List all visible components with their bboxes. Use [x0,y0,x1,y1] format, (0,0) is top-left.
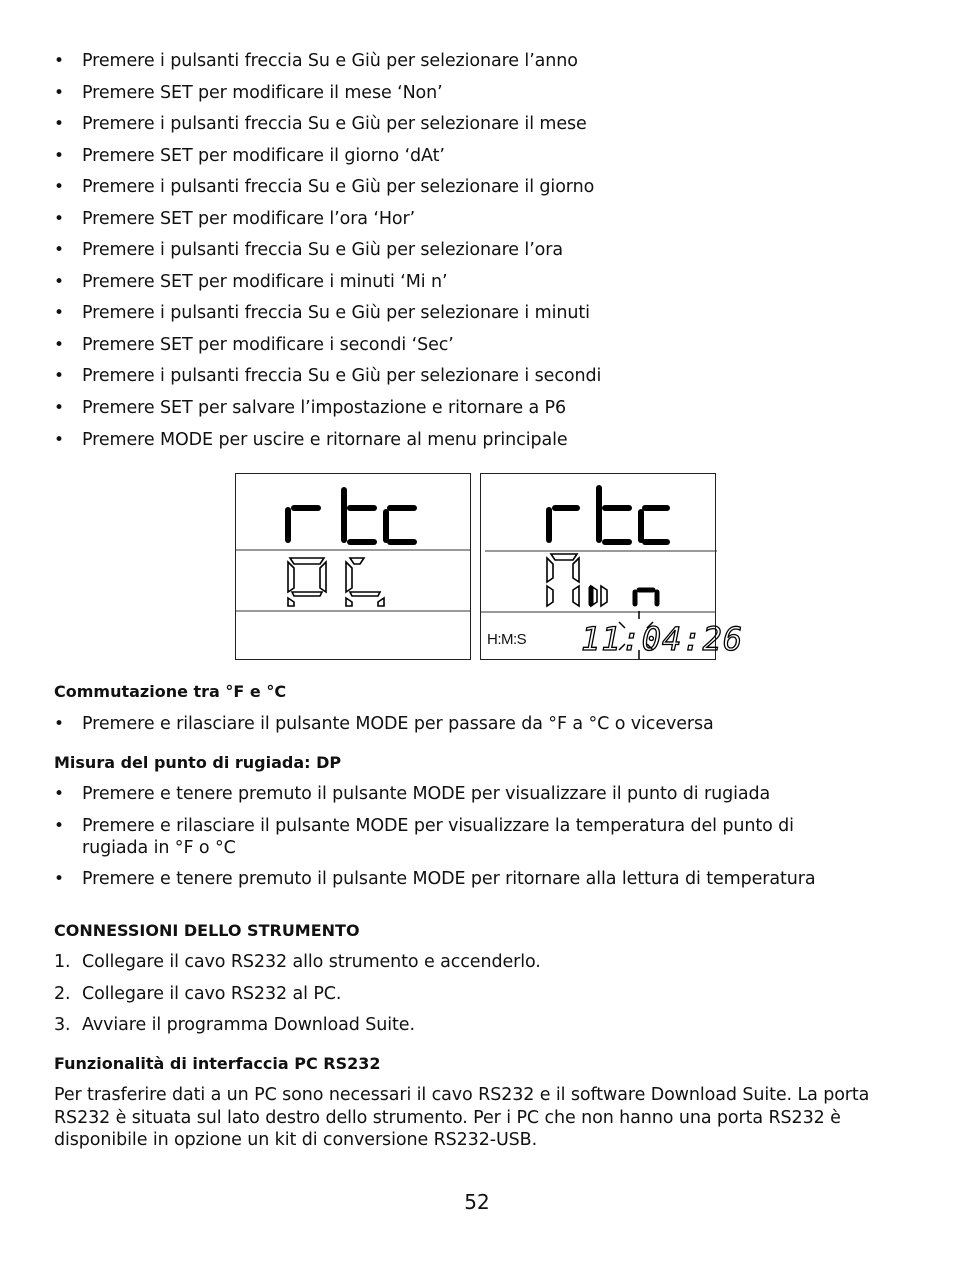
bullet-marker: • [54,303,65,323]
lcd-time-readout: 11:04:26 [581,620,744,658]
step-text: Collegare il cavo RS232 allo strumento e accenderlo. [82,952,541,972]
bullet-marker: • [54,209,65,229]
list-item: Premere i pulsanti freccia Su e Giù per selezionare i secondi [82,366,602,386]
list-item: Premere i pulsanti freccia Su e Giù per selezionare l’anno [82,51,578,71]
list-item: Premere SET per salvare l’impostazione e ritornare a P6 [82,398,567,418]
list-item: Premere i pulsanti freccia Su e Giù per selezionare l’ora [82,240,563,260]
lcd-display-left [235,473,471,660]
section-heading-connections: CONNESSIONI DELLO STRUMENTO [54,921,360,940]
bullet-marker: • [54,51,65,71]
bullet-marker: • [54,335,65,355]
bullet-marker: • [54,784,65,804]
list-item: Premere SET per modificare il mese ‘Non’ [82,83,443,103]
list-item: Premere i pulsanti freccia Su e Giù per selezionare il giorno [82,177,595,197]
lcd-left-graphic [236,474,470,659]
list-item: Premere MODE per uscire e ritornare al menu principale [82,430,568,450]
bullet-marker: • [54,869,65,889]
step-number: 1. [54,952,71,972]
step-number: 3. [54,1015,71,1035]
list-item: Premere e tenere premuto il pulsante MODE per visualizzare il punto di rugiada [82,784,771,804]
step-text: Avviare il programma Download Suite. [82,1015,415,1035]
list-item: Premere e tenere premuto il pulsante MODE per ritornare alla lettura di temperatura [82,869,816,889]
list-item: Premere SET per modificare il giorno ‘dAt’ [82,146,445,166]
bullet-marker: • [54,272,65,292]
interface-paragraph: Per trasferire dati a un PC sono necessari il cavo RS232 e il software Download Suite. La porta RS232 è situata sul lato destro dello strumento. Per i PC che non hanno una porta RS232 è disponibile in opzione un kit di conversione RS232-USB. [54,1085,870,1150]
list-item: Premere i pulsanti freccia Su e Giù per selezionare i minuti [82,303,590,323]
list-item-continuation: rugiada in °F o °C [82,838,236,858]
section-heading-dewpoint: Misura del punto di rugiada: DP [54,753,342,772]
section-heading-interface: Funzionalità di interfaccia PC RS232 [54,1054,381,1073]
step-number: 2. [54,984,71,1004]
list-item: Premere e rilasciare il pulsante MODE per visualizzare la temperatura del punto di [82,816,794,836]
list-item: Premere SET per modificare i minuti ‘Mi n’ [82,272,448,292]
bullet-marker: • [54,816,65,836]
bullet-marker: • [54,146,65,166]
bullet-marker: • [54,114,65,134]
bullet-marker: • [54,240,65,260]
bullet-marker: • [54,366,65,386]
bullet-marker: • [54,177,65,197]
page-number: 52 [464,1190,490,1214]
bullet-marker: • [54,430,65,450]
bullet-marker: • [54,83,65,103]
hms-label: H:M:S [487,631,527,648]
list-item: Premere SET per modificare l’ora ‘Hor’ [82,209,416,229]
lcd-display-right [480,473,744,660]
section-heading-switch: Commutazione tra °F e °C [54,682,287,701]
list-item: Premere e rilasciare il pulsante MODE per passare da °F a °C o viceversa [82,714,714,734]
list-item: Premere i pulsanti freccia Su e Giù per selezionare il mese [82,114,587,134]
bullet-marker: • [54,714,65,734]
step-text: Collegare il cavo RS232 al PC. [82,984,342,1004]
bullet-marker: • [54,398,65,418]
list-item: Premere SET per modificare i secondi ‘Sec’ [82,335,454,355]
